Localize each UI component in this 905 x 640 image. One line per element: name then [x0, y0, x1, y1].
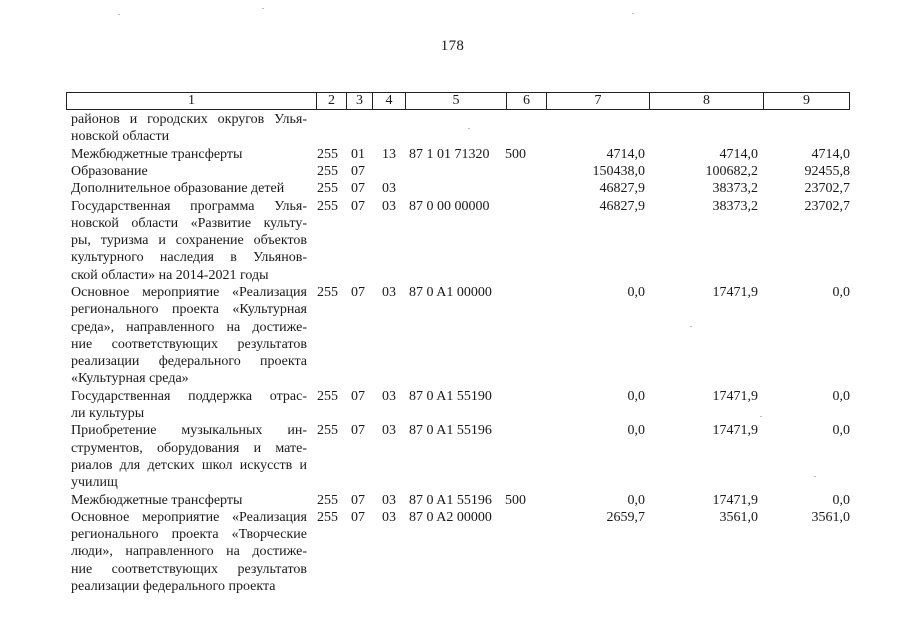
row-name: [71, 492, 307, 509]
col-3-value: 07: [351, 509, 365, 525]
col-3-value: 07: [351, 388, 365, 404]
row-name-line: реализации федерального проекта: [71, 354, 307, 370]
col-8-value: 4714,0: [719, 146, 758, 162]
col-4-value: 03: [382, 388, 396, 404]
col-7-value: 46827,9: [599, 198, 645, 214]
col-9-value: 3561,0: [811, 509, 850, 525]
col-4-value: 03: [382, 492, 396, 508]
col-9-value: 0,0: [832, 388, 850, 404]
table-row: [0, 509, 905, 596]
row-name-line: ли культуры: [71, 406, 145, 422]
col-4-value: 13: [382, 146, 396, 162]
page-number: 178: [440, 38, 465, 54]
table-row: [0, 180, 905, 197]
header-col-1: 1: [188, 93, 195, 108]
col-4-value: 03: [382, 198, 396, 214]
col-8-value: 17471,9: [712, 285, 758, 300]
col-8-value: 17471,9: [712, 388, 758, 404]
col-6-value: 500: [505, 492, 526, 508]
col-2-value: 255: [317, 492, 338, 508]
col-5-value: 87 0 A1 55190: [409, 388, 492, 404]
col-7-value: 2659,7: [606, 509, 645, 525]
col-4-value: 03: [382, 509, 396, 525]
header-col-9: 9: [763, 93, 849, 109]
col-7-value: 0,0: [627, 423, 645, 439]
header-col-6: 6: [506, 93, 546, 109]
row-name-line: регионального проекта «Творческие: [71, 527, 307, 543]
table-row: [0, 146, 905, 163]
col-7-value: 46827,9: [599, 181, 645, 197]
row-name-line: ской области» на 2014-2021 годы: [71, 267, 269, 283]
row-name-line: струментов, оборудования и мате-: [71, 440, 307, 456]
row-name-line: училищ: [71, 475, 118, 491]
col-2-value: 255: [317, 285, 338, 300]
col-9-value: 4714,0: [811, 146, 850, 162]
col-9-value: 92455,8: [804, 163, 850, 179]
row-name: [71, 198, 307, 284]
col-2-value: 255: [317, 198, 338, 214]
col-5-value: 87 0 A2 00000: [409, 509, 492, 525]
row-name: [71, 180, 307, 197]
col-7-value: 0,0: [627, 492, 645, 508]
row-name: [71, 111, 307, 146]
row-name-line: Приобретение музыкальных ин-: [71, 423, 307, 439]
table-row: [0, 284, 905, 388]
col-5-value: 87 0 A1 55196: [409, 423, 492, 439]
col-4-value: 03: [382, 181, 396, 197]
col-3-value: 07: [351, 198, 365, 214]
col-8-value: 17471,9: [712, 423, 758, 439]
col-9-value: 23702,7: [804, 181, 850, 197]
col-5-value: 87 1 01 71320: [409, 146, 490, 162]
row-name-line: Дополнительное образование детей: [71, 181, 285, 197]
header-col-2: 2: [316, 93, 346, 109]
col-3-value: 01: [351, 146, 365, 162]
row-name-line: «Культурная среда»: [71, 371, 189, 387]
col-9-value: 23702,7: [804, 198, 850, 214]
col-8-value: 38373,2: [712, 198, 758, 214]
table-row: [0, 111, 905, 146]
row-name: [71, 509, 307, 595]
col-4-value: 03: [382, 423, 396, 439]
row-name-line: Государственная программа Улья-: [71, 198, 307, 214]
header-col-8: 8: [649, 93, 763, 109]
row-name-line: новской области «Развитие культу-: [71, 215, 307, 231]
col-2-value: 255: [317, 509, 338, 525]
col-9-value: 0,0: [832, 423, 850, 439]
row-name-line: реализации федерального проекта: [71, 579, 276, 595]
row-name: [71, 146, 307, 163]
col-6-value: 500: [505, 146, 526, 162]
col-2-value: 255: [317, 423, 338, 439]
col-7-value: 0,0: [627, 285, 645, 300]
col-7-value: 0,0: [627, 388, 645, 404]
col-3-value: 07: [351, 423, 365, 439]
row-name: [71, 163, 307, 180]
header-col-7: 7: [546, 93, 649, 109]
header-col-4: 4: [372, 93, 405, 109]
row-name-line: люди», направленного на достиже-: [71, 544, 307, 560]
col-5-value: 87 0 A1 00000: [409, 285, 492, 300]
col-2-value: 255: [317, 388, 338, 404]
row-name-line: ры, туризма и сохранение объектов: [71, 233, 307, 249]
col-8-value: 100682,2: [705, 163, 758, 179]
header-col-5: 5: [405, 93, 506, 109]
row-name-line: Межбюджетные трансферты: [71, 146, 243, 162]
row-name-line: регионального проекта «Культурная: [71, 302, 307, 318]
row-name-line: среда», направленного на достиже-: [71, 319, 307, 335]
col-3-value: 07: [351, 285, 365, 300]
col-9-value: 0,0: [832, 285, 850, 300]
col-8-value: 38373,2: [712, 181, 758, 197]
table-row: [0, 422, 905, 491]
table-row: [0, 388, 905, 423]
row-name: [71, 422, 307, 491]
row-name-line: Государственная поддержка отрас-: [71, 388, 307, 404]
row-name-line: культурного наследия в Ульянов-: [71, 250, 307, 266]
col-5-value: 87 0 00 00000: [409, 198, 490, 214]
col-2-value: 255: [317, 163, 338, 179]
table-row: [0, 492, 905, 509]
col-8-value: 3561,0: [719, 509, 758, 525]
table-row: [0, 198, 905, 285]
row-name-line: районов и городских округов Улья-: [71, 112, 307, 127]
row-name-line: ние соответствующих результатов: [71, 336, 307, 352]
col-3-value: 07: [351, 163, 365, 179]
col-5-value: 87 0 A1 55196: [409, 492, 492, 508]
col-4-value: 03: [382, 285, 396, 300]
row-name-line: Основное мероприятие «Реализация: [71, 509, 307, 525]
row-name-line: риалов для детских школ искусств и: [71, 457, 307, 473]
header-col-3: 3: [346, 93, 372, 109]
col-3-value: 07: [351, 492, 365, 508]
row-name-line: Межбюджетные трансферты: [71, 492, 243, 508]
row-name: [71, 284, 307, 388]
row-name-line: новской области: [71, 129, 170, 145]
row-name-line: ние соответствующих результатов: [71, 561, 307, 577]
col-8-value: 17471,9: [712, 492, 758, 508]
row-name: [71, 388, 307, 423]
row-name-line: Основное мероприятие «Реализация: [71, 285, 307, 300]
col-3-value: 07: [351, 181, 365, 197]
col-7-value: 4714,0: [606, 146, 645, 162]
col-7-value: 150438,0: [592, 163, 645, 179]
table-header: [66, 92, 850, 110]
row-name-line: Образование: [71, 163, 148, 179]
col-9-value: 0,0: [832, 492, 850, 508]
col-2-value: 255: [317, 146, 338, 162]
table-row: [0, 163, 905, 180]
col-2-value: 255: [317, 181, 338, 197]
